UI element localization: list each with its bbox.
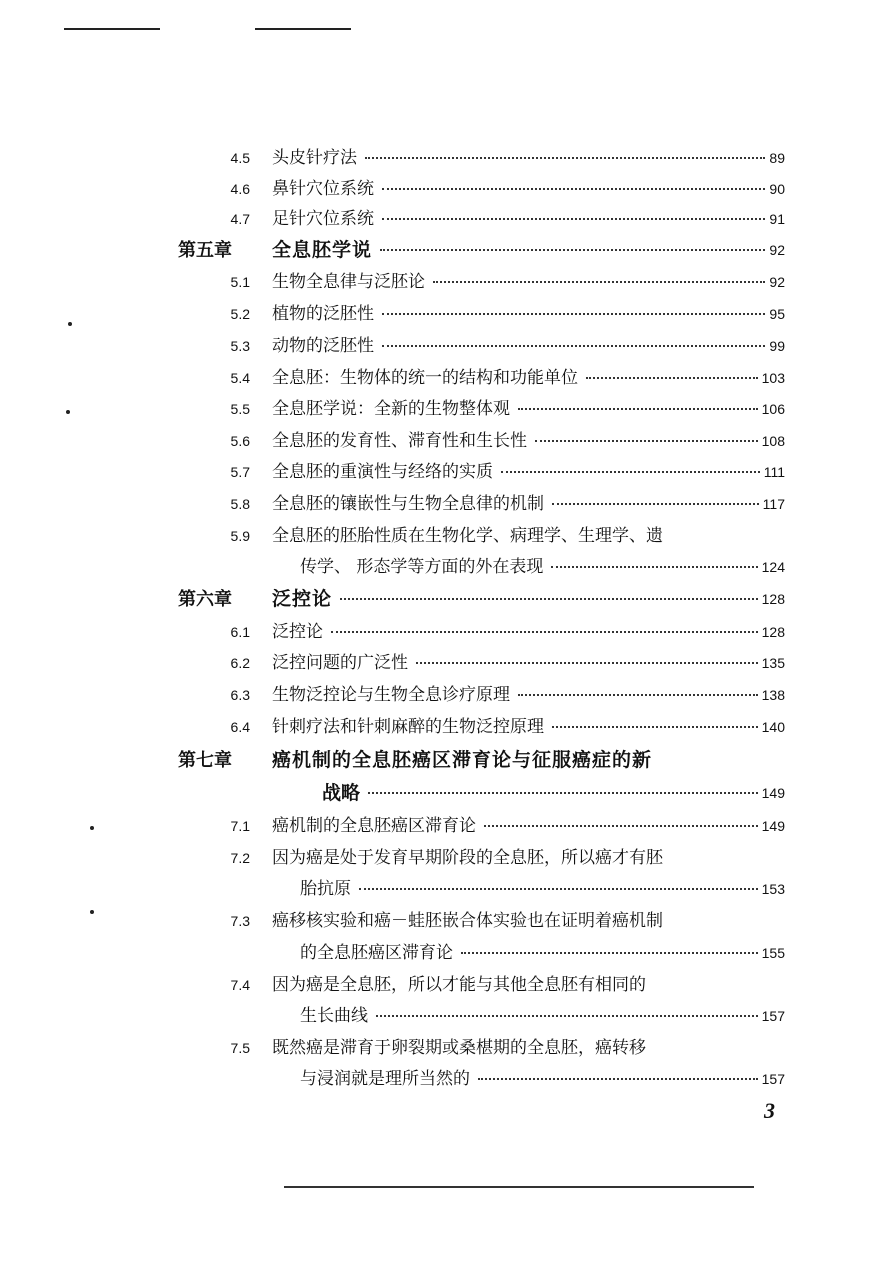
toc-title: 泛控问题的广泛性 xyxy=(272,653,408,673)
toc-entry-row xyxy=(0,394,892,424)
toc-entry-row xyxy=(0,204,892,234)
toc-title: 动物的泛胚性 xyxy=(272,336,374,356)
toc-number: 4.6 xyxy=(230,181,250,197)
toc-entry-row xyxy=(0,680,892,710)
toc-page-number: 153 xyxy=(761,881,785,897)
scan-speck xyxy=(90,826,94,830)
toc-entry-row xyxy=(0,843,892,873)
toc-title: 生物全息律与泛胚论 xyxy=(272,272,425,292)
toc-entry-row xyxy=(0,712,892,742)
toc-page-number: 149 xyxy=(761,818,785,834)
toc-page-number: 138 xyxy=(761,687,785,703)
toc-entry-row xyxy=(0,331,892,361)
toc-page-number: 111 xyxy=(763,464,785,480)
scan-speck xyxy=(90,910,94,914)
toc-number: 5.3 xyxy=(230,338,250,354)
toc-title: 全息胚的胚胎性质在生物化学、病理学、生理学、遗 xyxy=(272,526,663,546)
toc-number: 5.5 xyxy=(230,401,250,417)
toc-title: 与浸润就是理所当然的 xyxy=(300,1069,470,1089)
dot-leader xyxy=(535,440,758,442)
toc-entry-row xyxy=(0,363,892,393)
toc-title: 生长曲线 xyxy=(300,1006,368,1026)
toc-entry-row xyxy=(0,874,892,904)
toc-number: 7.5 xyxy=(230,1040,250,1056)
toc-number: 7.3 xyxy=(230,913,250,929)
toc-entry-row xyxy=(0,426,892,456)
toc-number: 7.2 xyxy=(230,850,250,866)
toc-number: 6.3 xyxy=(230,687,250,703)
dot-leader xyxy=(518,694,758,696)
toc-page-number: 92 xyxy=(769,242,785,258)
toc-number: 5.8 xyxy=(230,496,250,512)
dot-leader xyxy=(501,471,760,473)
toc-number: 7.4 xyxy=(230,977,250,993)
toc-title: 足针穴位系统 xyxy=(272,209,374,229)
dot-leader xyxy=(478,1078,758,1080)
toc-number: 5.2 xyxy=(230,306,250,322)
dot-leader xyxy=(552,726,758,728)
toc-title: 生物泛控论与生物全息诊疗原理 xyxy=(272,685,510,705)
toc-title: 战略 xyxy=(322,782,361,804)
top-rule-right xyxy=(255,28,351,30)
dot-leader xyxy=(380,249,765,251)
toc-page-number: 99 xyxy=(769,338,785,354)
toc-entry-row xyxy=(0,552,892,582)
toc-page-number: 91 xyxy=(769,211,785,227)
dot-leader xyxy=(551,566,758,568)
toc-entry-row xyxy=(0,778,892,808)
toc-entry-row xyxy=(0,648,892,678)
toc-number: 5.9 xyxy=(230,528,250,544)
toc-number: 7.1 xyxy=(230,818,250,834)
toc-title: 全息胚的镶嵌性与生物全息律的机制 xyxy=(272,494,544,514)
toc-entry-row xyxy=(0,906,892,936)
dot-leader xyxy=(416,662,758,664)
toc-entry-row xyxy=(0,521,892,551)
toc-title: 全息胚的重演性与经络的实质 xyxy=(272,462,493,482)
dot-leader xyxy=(382,313,765,315)
toc-page-number: 95 xyxy=(769,306,785,322)
toc-title: 全息胚学说 xyxy=(272,239,373,261)
toc-page-number: 140 xyxy=(761,719,785,735)
toc-number: 5.6 xyxy=(230,433,250,449)
toc-title: 植物的泛胚性 xyxy=(272,304,374,324)
toc-page-number: 157 xyxy=(761,1008,785,1024)
toc-title: 癌移核实验和癌－蛙胚嵌合体实验也在证明着癌机制 xyxy=(272,911,663,931)
toc-entry-row xyxy=(0,489,892,519)
toc-page-number: 135 xyxy=(761,655,785,671)
toc-title: 传学、 形态学等方面的外在表现 xyxy=(300,557,544,577)
toc-entry-row xyxy=(0,1064,892,1094)
toc-page-number: 108 xyxy=(761,433,785,449)
toc-number: 第六章 xyxy=(178,589,232,609)
dot-leader xyxy=(340,598,758,600)
toc-chapter-row xyxy=(0,745,892,775)
toc-number: 4.7 xyxy=(230,211,250,227)
dot-leader xyxy=(461,952,758,954)
toc-entry-row xyxy=(0,1033,892,1063)
toc-title: 鼻针穴位系统 xyxy=(272,179,374,199)
toc-page-number: 117 xyxy=(762,496,785,512)
bottom-rule xyxy=(284,1186,754,1188)
toc-number: 6.4 xyxy=(230,719,250,735)
toc-page-number: 106 xyxy=(761,401,785,417)
dot-leader xyxy=(368,792,758,794)
toc-page-number: 155 xyxy=(761,945,785,961)
dot-leader xyxy=(365,157,765,159)
toc-number: 5.4 xyxy=(230,370,250,386)
toc-entry-row xyxy=(0,970,892,1000)
toc-title: 因为癌是处于发育早期阶段的全息胚，所以癌才有胚 xyxy=(272,848,663,868)
toc-number: 第七章 xyxy=(178,750,232,770)
toc-title: 既然癌是滞育于卵裂期或桑椹期的全息胚，癌转移 xyxy=(272,1038,646,1058)
toc-number: 5.7 xyxy=(230,464,250,480)
dot-leader xyxy=(552,503,759,505)
toc-entry-row xyxy=(0,1001,892,1031)
toc-entry-row xyxy=(0,938,892,968)
dot-leader xyxy=(382,218,765,220)
toc-entry-row xyxy=(0,617,892,647)
toc-chapter-row xyxy=(0,584,892,614)
toc-page-number: 128 xyxy=(761,624,785,640)
dot-leader xyxy=(376,1015,758,1017)
toc-page-number: 124 xyxy=(761,559,785,575)
toc-title: 的全息胚癌区滞育论 xyxy=(300,943,453,963)
toc-title: 泛控论 xyxy=(272,588,333,610)
toc-number: 6.1 xyxy=(230,624,250,640)
toc-page-number: 92 xyxy=(769,274,785,290)
dot-leader xyxy=(382,188,765,190)
dot-leader xyxy=(359,888,758,890)
toc-entry-row xyxy=(0,811,892,841)
toc-title: 因为癌是全息胚，所以才能与其他全息胚有相同的 xyxy=(272,975,646,995)
toc-number: 第五章 xyxy=(178,240,232,260)
dot-leader xyxy=(518,408,758,410)
toc-title: 针刺疗法和针刺麻醉的生物泛控原理 xyxy=(272,717,544,737)
toc-entry-row xyxy=(0,174,892,204)
page-number: 3 xyxy=(764,1098,775,1123)
toc-page-number: 149 xyxy=(761,785,785,801)
toc-page-number: 89 xyxy=(769,150,785,166)
toc-number: 6.2 xyxy=(230,655,250,671)
toc-number: 4.5 xyxy=(230,150,250,166)
toc-entry-row xyxy=(0,267,892,297)
toc-page-number: 157 xyxy=(761,1071,785,1087)
top-rule-left xyxy=(64,28,160,30)
toc-title: 胎抗原 xyxy=(300,879,351,899)
toc-page-number: 103 xyxy=(761,370,785,386)
dot-leader xyxy=(382,345,765,347)
toc-title: 癌机制的全息胚癌区滞育论与征服癌症的新 xyxy=(272,749,653,771)
toc-number: 5.1 xyxy=(230,274,250,290)
toc-page-number: 90 xyxy=(769,181,785,197)
toc-page-number: 128 xyxy=(761,591,785,607)
dot-leader xyxy=(331,631,758,633)
scan-speck xyxy=(68,322,72,326)
dot-leader xyxy=(484,825,758,827)
toc-title: 头皮针疗法 xyxy=(272,148,357,168)
scan-speck xyxy=(66,410,70,414)
toc-title: 全息胚学说：全新的生物整体观 xyxy=(272,399,510,419)
toc-title: 全息胚的发育性、滞育性和生长性 xyxy=(272,431,527,451)
dot-leader xyxy=(586,377,758,379)
dot-leader xyxy=(433,281,765,283)
toc-entry-row xyxy=(0,457,892,487)
toc-chapter-row xyxy=(0,235,892,265)
toc-entry-row xyxy=(0,299,892,329)
toc-title: 泛控论 xyxy=(272,622,323,642)
toc-title: 全息胚：生物体的统一的结构和功能单位 xyxy=(272,368,578,388)
toc-title: 癌机制的全息胚癌区滞育论 xyxy=(272,816,476,836)
toc-entry-row xyxy=(0,143,892,173)
